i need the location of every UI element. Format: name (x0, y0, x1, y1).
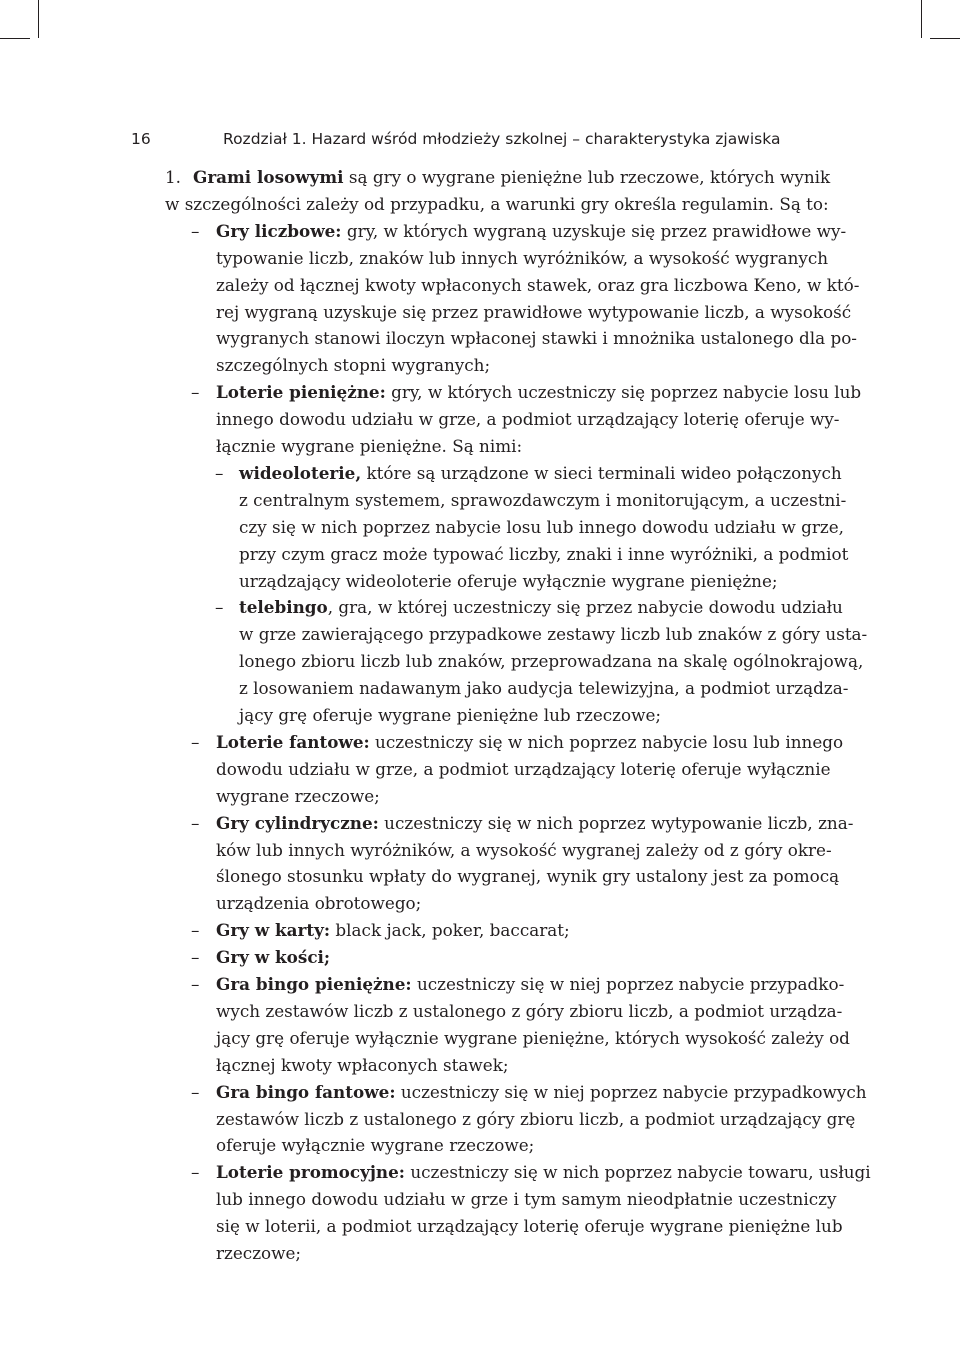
term-heading: Gry cylindryczne: (216, 812, 379, 833)
line-text: oferuje wyłącznie wygrane rzeczowe; (216, 1135, 535, 1156)
term-heading: Loterie fantowe: (216, 731, 370, 752)
line-text: innego dowodu udziału w grze, a podmiot urządzający loterię oferuje wy- (216, 409, 840, 430)
term-heading: Gry w karty: (216, 920, 331, 941)
list-dash: – (191, 1081, 200, 1102)
crop-mark-top-right (921, 0, 922, 38)
term-heading: Loterie pieniężne: (216, 382, 386, 403)
line-text: szczególnych stopni wygranych; (216, 355, 491, 376)
line-text: są gry o wygrane pieniężne lub rzeczowe, których wynik (343, 167, 831, 187)
sublist-dash: – (215, 462, 224, 483)
list-item-line (216, 246, 829, 270)
page-number: 16 (131, 130, 151, 148)
list-item-line (216, 838, 832, 862)
line-text: dowodu udziału w grze, a podmiot urządzający loterię oferuje wyłącznie (216, 758, 831, 779)
list-item-line (216, 730, 844, 754)
list-number: 1. (165, 167, 182, 187)
term-heading: telebingo (239, 597, 328, 618)
list-item-line (216, 757, 831, 781)
list-item-line (216, 1080, 867, 1104)
line-text: rzeczowe; (216, 1243, 302, 1263)
list-item-line (216, 1241, 813, 1265)
list-item-line (216, 353, 813, 377)
line-text: ków lub innych wyróżników, a wysokość wygranej zależy od z góry okre- (216, 839, 832, 860)
line-text: , gra, w której uczestniczy się przez nabycie dowodu udziału (327, 597, 843, 618)
line-text: jący grę oferuje wygrane pieniężne lub rzeczowe; (239, 705, 662, 725)
line-text: uczestniczy się w nich poprzez nabycie losu lub innego (369, 731, 844, 752)
list-item-line (216, 434, 813, 458)
line-text: uczestniczy się w niej poprzez nabycie przypadkowych (395, 1081, 867, 1102)
list-dash: – (191, 1162, 200, 1183)
line-text: z centralnym systemem, sprawozdawczym i monitorującym, a uczestni- (239, 489, 847, 510)
list-item-line (216, 918, 813, 942)
line-text: się w loterii, a podmiot urządzający loterię oferuje wygrane pieniężne lub (216, 1216, 843, 1237)
crop-mark-top-left-horizontal (0, 38, 30, 39)
line-text: przy czym gracz może typować liczby, znaki i inne wyróżniki, a podmiot (239, 543, 849, 564)
term-heading: Loterie promocyjne: (216, 1162, 405, 1183)
sublist-item-line (239, 488, 847, 512)
sublist-item-line (239, 622, 868, 646)
line-text: wych zestawów liczb z ustalonego z góry zbioru liczb, a podmiot urządza- (216, 1000, 843, 1021)
list-dash: – (191, 731, 200, 752)
list-item-line (216, 380, 862, 404)
line-text: rej wygraną uzyskuje się przez prawidłowe wytypowanie liczb, a wysokość (216, 301, 852, 322)
line-text: urządzający wideoloterie oferuje wyłącznie wygrane pieniężne; (239, 570, 778, 591)
line-text: zależy od łącznej kwoty wpłaconych stawek, oraz gra liczbowa Keno, w któ- (216, 274, 860, 295)
line-text: łącznie wygrane pieniężne. Są nimi: (216, 436, 523, 456)
line-text: czy się w nich poprzez nabycie losu lub innego dowodu udziału w grze, (239, 516, 845, 537)
sublist-item-line (239, 676, 849, 700)
list-item-line (216, 972, 845, 996)
line-text: łącznej kwoty wpłaconych stawek; (216, 1054, 509, 1075)
line-text: black jack, poker, baccarat; (330, 920, 570, 941)
list-item-line (216, 784, 813, 808)
list-dash: – (191, 920, 200, 941)
term-heading: Gry w kości; (216, 947, 331, 968)
line-text: wygranych stanowi iloczyn wpłaconej stawki i mnożnika ustalonego dla po- (216, 328, 857, 349)
term-heading: Gra bingo pieniężne: (216, 974, 412, 994)
list-item-line (216, 1160, 871, 1184)
sublist-item-line (239, 461, 842, 485)
line-text: uczestniczy się w nich poprzez nabycie towaru, usługi (405, 1162, 871, 1183)
list-item-line (216, 273, 860, 297)
list-dash: – (191, 812, 200, 833)
line-text: jący grę oferuje wyłącznie wygrane pieniężne, których wysokość zależy od (216, 1027, 850, 1048)
running-head: Rozdział 1. Hazard wśród młodzieży szkolnej – charakterystyka zjawiska (223, 130, 781, 148)
sublist-item-line (239, 515, 845, 539)
line-text: lub innego dowodu udziału w grze i tym samym nieodpłatnie uczestniczy (216, 1189, 837, 1210)
line-text: w szczególności zależy od przypadku, a warunki gry określa regulamin. Są to: (165, 193, 829, 214)
sublist-item-line (239, 703, 813, 727)
list-dash: – (191, 220, 200, 241)
line-text: urządzenia obrotowego; (216, 893, 422, 914)
line-text: uczestniczy się w niej poprzez nabycie przypadko- (411, 974, 845, 994)
page-header (0, 130, 960, 154)
term-heading: Grami losowymi (193, 167, 344, 187)
list-item-line (216, 945, 813, 969)
section-intro-line (165, 192, 829, 216)
list-item-line (216, 300, 852, 324)
list-item-line (216, 1053, 813, 1077)
line-text: gry, w których wygraną uzyskuje się przez prawidłowe wy- (341, 220, 847, 241)
term-heading: wideoloterie, (239, 462, 362, 483)
line-text: w grze zawierającego przypadkowe zestawy liczb lub znaków z góry usta- (239, 624, 868, 645)
list-item-line (216, 1133, 813, 1157)
list-item-line (216, 891, 813, 915)
list-item-line (216, 407, 840, 431)
list-dash: – (191, 947, 200, 968)
list-item-line (216, 811, 854, 835)
list-dash: – (191, 974, 200, 994)
sublist-item-line (239, 569, 813, 593)
crop-mark-top-right-horizontal (930, 38, 960, 39)
crop-mark-top-left (38, 0, 39, 38)
line-text: typowanie liczb, znaków lub innych wyróżników, a wysokość wygranych (216, 247, 829, 268)
list-item-line (216, 1187, 837, 1211)
line-text: zestawów liczb z ustalonego z góry zbioru liczb, a podmiot urządzający grę (216, 1108, 856, 1129)
list-item-line (216, 1026, 850, 1050)
sublist-item-line (239, 542, 849, 566)
term-heading: Gra bingo fantowe: (216, 1081, 396, 1102)
list-item-line (216, 326, 857, 350)
sublist-item-line (239, 649, 864, 673)
line-text: uczestniczy się w nich poprzez wytypowanie liczb, zna- (378, 812, 854, 833)
list-item-line (216, 999, 843, 1023)
list-item-line (216, 219, 847, 243)
line-text: wygrane rzeczowe; (216, 785, 380, 806)
line-text: gry, w których uczestniczy się poprzez nabycie losu lub (385, 382, 862, 403)
section-intro-line (193, 165, 831, 189)
line-text: z losowaniem nadawanym jako audycja telewizyjna, a podmiot urządza- (239, 678, 849, 699)
list-item-line (216, 1107, 856, 1131)
list-dash: – (191, 382, 200, 403)
term-heading: Gry liczbowe: (216, 220, 342, 241)
list-item-line (216, 1214, 843, 1238)
sublist-dash: – (215, 597, 224, 618)
line-text: lonego zbioru liczb lub znaków, przeprowadzana na skalę ogólnokrajową, (239, 651, 864, 672)
line-text: które są urządzone w sieci terminali wideo połączonych (361, 462, 842, 483)
sublist-item-line (239, 595, 843, 619)
line-text: ślonego stosunku wpłaty do wygranej, wynik gry ustalony jest za pomocą (216, 866, 840, 887)
list-item-line (216, 864, 840, 888)
